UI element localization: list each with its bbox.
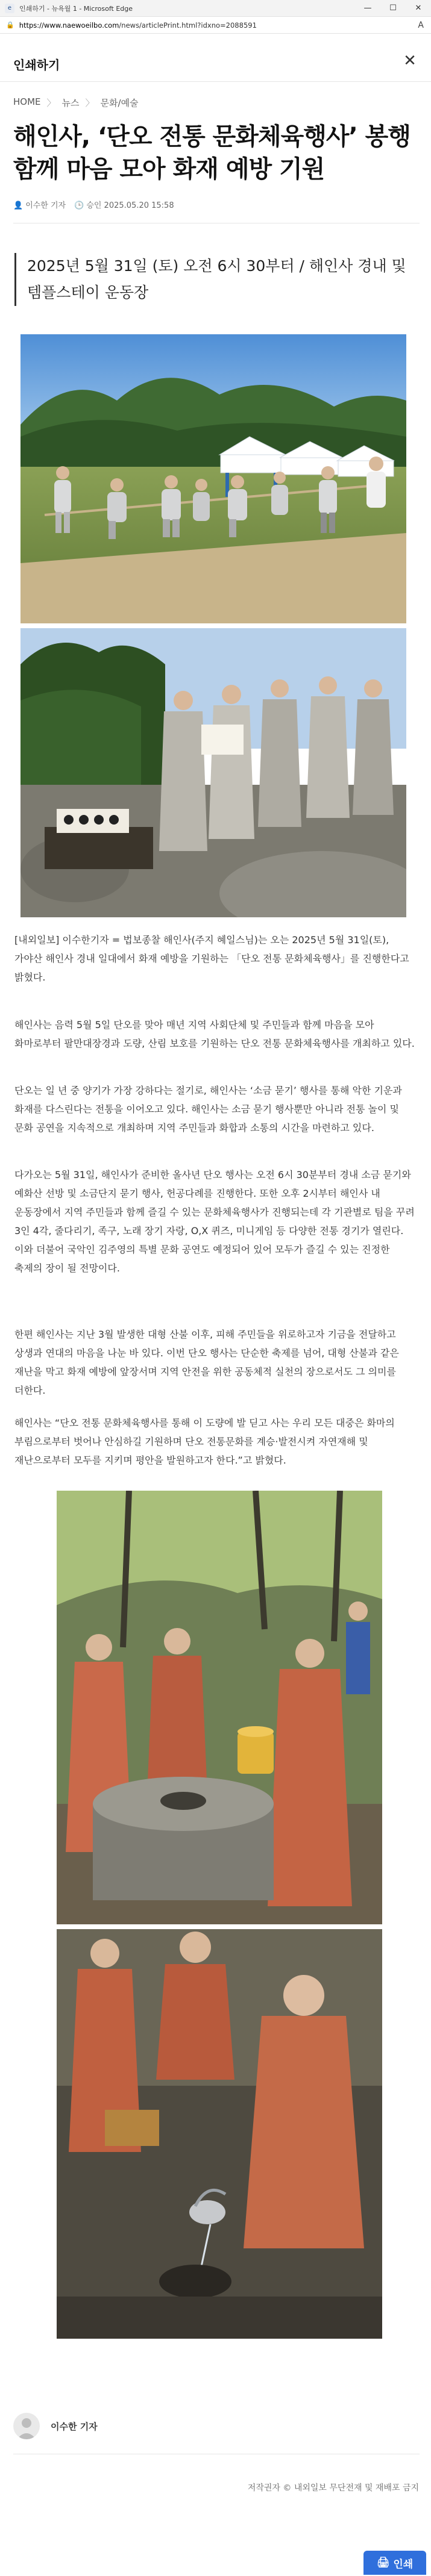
breadcrumb-section[interactable]: 뉴스 — [61, 98, 80, 108]
reporter-name: 이수한 기자 — [51, 2421, 98, 2432]
date-meta — [74, 199, 174, 210]
article-subhead: 2025년 5월 31일 (토) 오전 6시 30부터 / 해인사 경내 및 템플스테이 운동장 — [14, 253, 425, 306]
close-icon[interactable]: ✕ — [403, 52, 417, 70]
print-title: 인쇄하기 — [13, 58, 60, 72]
close-window-button[interactable]: ✕ — [415, 4, 422, 13]
photo-monks-ceremony — [20, 628, 406, 917]
url-path: /news/articlePrint.html?idxno=2088591 — [119, 20, 257, 30]
photo-monks-stone-mortar — [57, 1491, 382, 1924]
article-headline: 해인사, ‘단오 전통 문화체육행사’ 봉행 함께 마음 모아 화재 예방 기원 — [13, 123, 411, 183]
url-host: https://www.naewoeilbo.com — [19, 20, 119, 30]
breadcrumb-home[interactable]: HOME — [13, 96, 41, 107]
clock-icon: 🕒 — [74, 201, 84, 210]
lock-icon: 🔒 — [6, 21, 14, 29]
author-meta-text: 이수한 기자 — [25, 201, 66, 210]
url-text[interactable] — [19, 21, 257, 30]
article-paragraph-5: 한편 해인사는 지난 3월 발생한 대형 산불 이후, 피해 주민들을 위로하고자 기금을 전달하고 상생과 연대의 마음을 나눈 바 있다. 이번 단오 행사는 단순한 축제를 넘어, 대형 산불과 같은 재난을 막고 화재 예방에 앞장서며 지역 안전을 위한 공동체적 실천의 장으로서도 그 의미를 더한다. — [14, 1329, 399, 1396]
article-paragraph-3: 단오는 일 년 중 양기가 가장 강하다는 절기로, 해인사는 ‘소금 묻기’ 행사를 통해 악한 기운과 화재를 다스린다는 전통을 이어오고 있다. 해인사는 소금 묻기 행사뿐만 아니라 전통 놀이 및 문화 공연을 지속적으로 개최하며 지역 주민들과 화합과 소통의 시간을 마련하고 있다. — [14, 1085, 402, 1134]
minimize-button[interactable]: — — [363, 4, 372, 13]
article-paragraph-6: 해인사는 “단오 전통 문화체육행사를 통해 이 도량에 발 딛고 사는 우리 모든 대중은 화마의 부림으로부터 벗어나 안심하길 기원하며 단오 전통문화를 계승·발전시켜 자연재해 및 재난으로부터 모두를 지키며 평안을 발원하고자 한다.”고 밝혔다. — [14, 1417, 395, 1466]
article-meta — [13, 199, 174, 210]
breadcrumb-category[interactable]: 문화/예술 — [100, 98, 139, 108]
user-avatar-icon — [13, 2413, 40, 2439]
print-button[interactable] — [363, 2551, 426, 2575]
chevron-right-icon: 〉 — [85, 98, 95, 108]
article-paragraph-1: [내외일보] 이수한기자 = 법보종찰 해인사(주지 혜일스님)는 오는 2025년 5월 31일(토), 가야산 해인사 경내 일대에서 화재 예방을 기원하는 「단오 전통 문화체육행사」를 진행한다고 밝혔다. — [14, 934, 409, 983]
read-aloud-icon[interactable]: A — [418, 20, 424, 30]
breadcrumb — [13, 96, 139, 109]
print-button-label: 인쇄 — [393, 2558, 414, 2571]
author-meta — [13, 199, 66, 210]
photo-monk-pouring-water — [57, 1929, 382, 2339]
article-paragraph-4: 다가오는 5월 31일, 해인사가 준비한 올사년 단오 행사는 오전 6시 30분부터 경내 소금 묻기와 예화산 선방 및 소금단지 묻기 행사, 헌공다례를 진행한다. 또한 오후 2시부터 해인사 내 운동장에서 지역 주민들과 함께 즐길 수 있는 문화체육행사가 진행되는데 각 기관별로 팀을 꾸려 3인 4각, 줄다리기, 족구, 노래 장기 자랑, O,X 퀴즈, 미니게임 등 다양한 전통 경기가 열린다. 이와 더불어 국악인 김주영의 특별 문화 공연도 예정되어 있어 모두가 즐길 수 있는 진정한 축제의 장이 될 전망이다. — [14, 1169, 415, 1274]
article-paragraph-2: 해인사는 음력 5월 5일 단오를 맞아 매년 지역 사회단체 및 주민들과 함께 마음을 모아 화마로부터 팔만대장경과 도량, 산림 보호를 기원하는 단오 전통 문화체육행사를 개최하고 있다. — [14, 1019, 415, 1049]
reporter-card — [13, 2413, 98, 2439]
avatar — [13, 2413, 40, 2439]
copyright-notice: 저작권자 © 내외일보 무단전재 및 재배포 금지 — [247, 2483, 419, 2493]
window-title: 인쇄하기 - 뉴욕월 1 - Microsoft Edge — [19, 4, 133, 13]
maximize-button[interactable]: ☐ — [389, 4, 397, 13]
photo-tug-of-war — [20, 334, 406, 623]
address-bar[interactable] — [0, 17, 431, 34]
person-icon: 👤 — [13, 201, 24, 210]
printer-icon: 🖨 — [376, 2557, 390, 2569]
window-titlebar — [0, 0, 431, 17]
print-header — [0, 43, 431, 82]
window-controls — [355, 0, 431, 17]
edge-app-icon: e — [5, 4, 14, 13]
chevron-right-icon: 〉 — [46, 98, 56, 108]
date-meta-text: 승인 2025.05.20 15:58 — [86, 201, 174, 210]
